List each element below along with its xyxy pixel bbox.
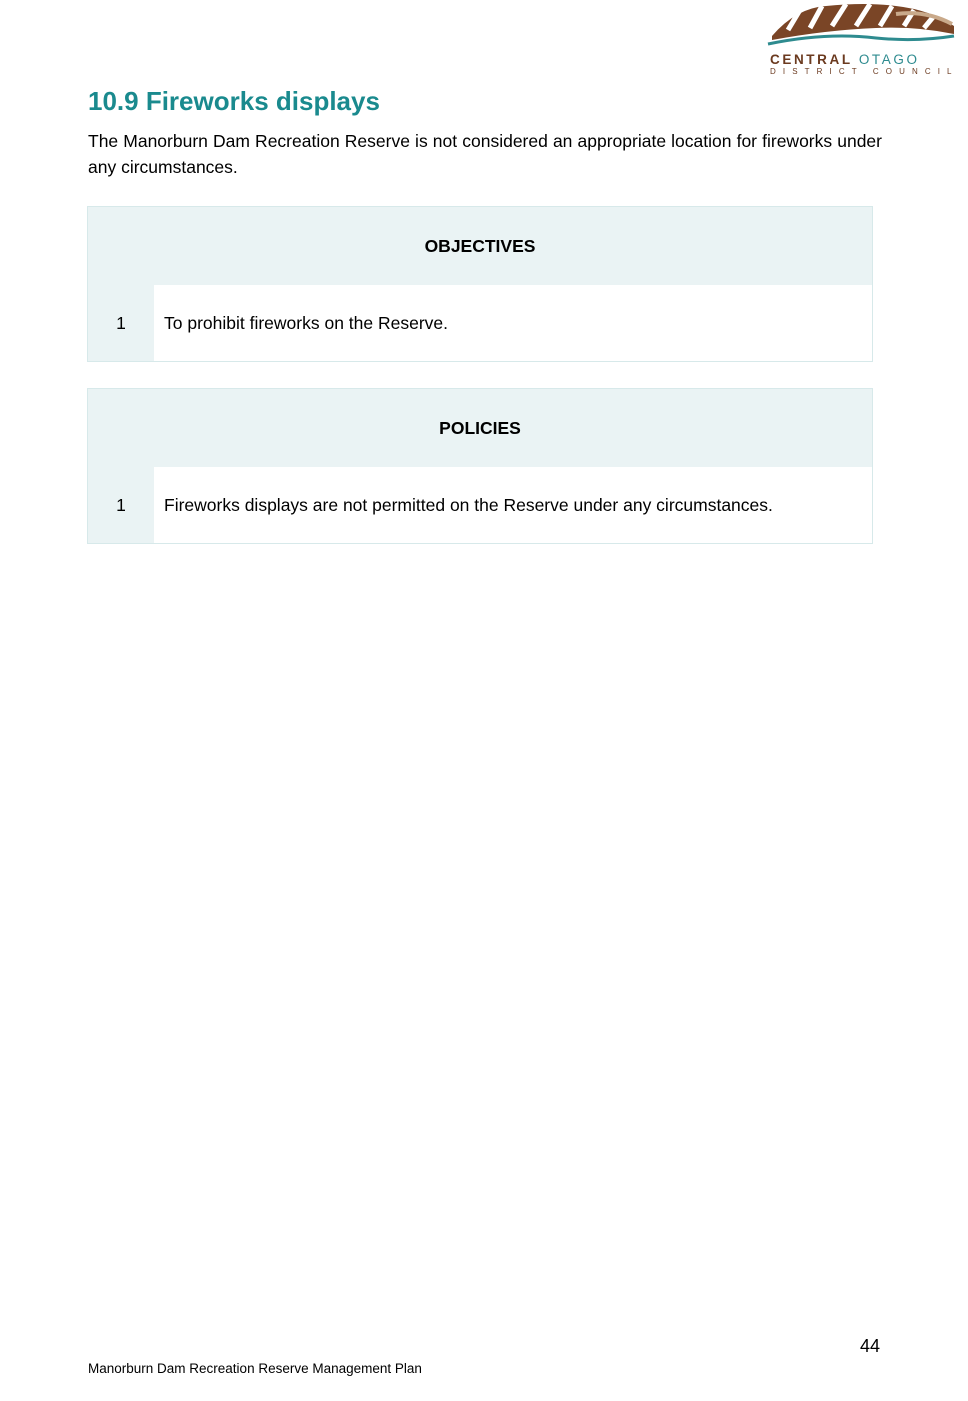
logo-subtitle: DISTRICT COUNCIL [770, 67, 959, 76]
row-number: 1 [88, 285, 154, 361]
page-number: 44 [860, 1336, 881, 1356]
table-row [88, 285, 872, 361]
council-logo [766, 0, 959, 80]
policies-heading: POLICIES [88, 389, 872, 467]
section-intro: The Manorburn Dam Recreation Reserve is not considered an appropriate location for fireworks under any circumstances. [88, 131, 882, 177]
policies-table [87, 388, 873, 544]
row-number: 1 [88, 467, 154, 543]
table-row [88, 467, 872, 543]
objectives-table [87, 206, 873, 362]
section-title: 10.9 Fireworks displays [88, 86, 380, 116]
row-text: To prohibit fireworks on the Reserve. [154, 285, 872, 361]
footer-document-title: Manorburn Dam Recreation Reserve Management Plan [88, 1361, 422, 1376]
hills-logo-graphic [766, 0, 956, 52]
objectives-heading: OBJECTIVES [88, 207, 872, 285]
row-text: Fireworks displays are not permitted on the Reserve under any circumstances. [154, 467, 872, 543]
logo-wordmark: CENTRAL OTAGO [770, 52, 920, 67]
